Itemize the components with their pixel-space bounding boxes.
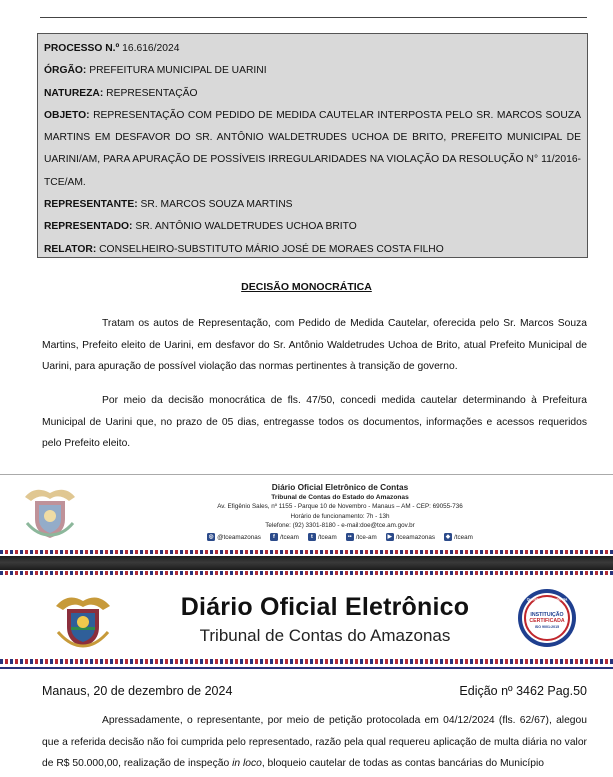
location-date: Manaus, 20 de dezembro de 2024 (42, 684, 233, 698)
representado-row (44, 216, 581, 238)
case-info-box (37, 33, 588, 258)
footer-rule (0, 474, 613, 475)
decorative-stripe-top (0, 550, 613, 554)
section-title: DECISÃO MONOCRÁTICA (241, 281, 372, 293)
slideshare-icon: ◆ (445, 534, 451, 541)
footer-address: Av. Efigênio Sales, nº 1155 - Parque 10 de Novembro - Manaus – AM - CEP: 69055-736 (217, 503, 463, 511)
paragraph-3 (42, 710, 587, 775)
facebook-icon: f (270, 533, 278, 541)
footer-phone: Telefone: (92) 3301-8180 - e-mail:doe@tce.am.gov.br (265, 522, 415, 530)
social-slideshare[interactable] (444, 533, 473, 542)
social-instagram[interactable] (207, 533, 261, 542)
newspaper-title: Diário Oficial Eletrônico (180, 593, 470, 621)
paragraph-1: Tratam os autos de Representação, com Pedido de Medida Cautelar, oferecida pelo Sr. Marcos Souza Martins, Prefeito eleito de Uarini, em desfavor do Sr. Antônio Waldetrudes Uchoa de Brito, atual Prefeito Municipal de Uarini, para apuração de possível violação das normas pertinentes à transição de governo. (42, 318, 587, 372)
social-facebook-label: /tceam (279, 533, 299, 541)
social-twitter-label: /tceam (317, 533, 337, 541)
footer-title: Diário Oficial Eletrônico de Contas (271, 482, 409, 492)
processo-label: PROCESSO N.º (44, 43, 120, 54)
objeto-label: OBJETO: (44, 109, 90, 121)
natureza-label: NATUREZA: (44, 87, 104, 99)
seal-main-text-2: CERTIFICADA (529, 618, 565, 624)
social-flickr[interactable] (346, 533, 377, 542)
dark-band (0, 556, 613, 570)
flickr-icon: •• (346, 533, 354, 541)
blue-rule (0, 667, 613, 669)
footer-hours: Horário de funcionamento: 7h - 13h (290, 512, 390, 520)
social-links (150, 533, 530, 542)
natureza-row (44, 83, 581, 105)
top-rule (40, 17, 587, 18)
footer-subtitle: Tribunal de Contas do Estado do Amazonas (271, 494, 409, 501)
relator-label: RELATOR: (44, 243, 97, 255)
orgao-row (44, 60, 581, 82)
representante-value: SR. MARCOS SOUZA MARTINS (140, 199, 293, 211)
representado-value: SR. ANTÔNIO WALDETRUDES UCHOA BRITO (135, 221, 357, 233)
orgao-value: PREFEITURA MUNICIPAL DE UARINI (89, 65, 267, 77)
decorative-stripe-middle (0, 571, 613, 575)
instagram-icon: ◎ (208, 534, 214, 541)
seal-top-text: Qualidade & Excelência (526, 597, 568, 602)
paragraph-2: Por meio da decisão monocrática de fls. 47/50, concedi medida cautelar determinando à Prefeitura Municipal de Uarini que, no prazo de 05 dias, entregasse todos os documentos, informações e acessos requeridos pelo Prefeito eleito. (42, 395, 587, 449)
relator-row (44, 239, 581, 261)
paragraph-3-start: Apressadamente, o representante, por meio de petição protocolada em 04/12/2024 (fls. 62/67), alegou que a referida decisão não foi cumprida pelo representado, razão pela qual requereu aplicação de multa diária no valor de R$ 50.000,00, realização de inspeção (42, 715, 587, 769)
edition-page: Edição nº 3462 Pag.50 (459, 684, 587, 698)
newspaper-subtitle: Tribunal de Contas do Amazonas (199, 626, 451, 645)
social-facebook[interactable] (270, 533, 299, 542)
representante-label: REPRESENTANTE: (44, 199, 138, 211)
orgao-label: ÓRGÃO: (44, 65, 87, 77)
social-twitter[interactable] (308, 533, 337, 542)
social-youtube[interactable] (386, 533, 435, 542)
seal-iso-text: ISO 9001:2015 (534, 625, 560, 629)
representado-label: REPRESENTADO: (44, 221, 133, 233)
social-instagram-label: @tceamazonas (217, 533, 261, 541)
certification-seal-icon (517, 588, 577, 648)
objeto-row (44, 105, 581, 194)
social-slideshare-label: /tceam (453, 533, 473, 541)
relator-value: CONSELHEIRO-SUBSTITUTO MÁRIO JOSÉ DE MORAES COSTA FILHO (99, 243, 444, 255)
decorative-stripe-bottom (0, 659, 613, 664)
footer-contact (150, 481, 530, 542)
coat-of-arms-icon (17, 483, 83, 541)
processo-value: 16.616/2024 (122, 43, 180, 54)
social-youtube-label: /tceamazonas (395, 533, 435, 541)
natureza-value: REPRESENTAÇÃO (106, 87, 198, 99)
objeto-value: REPRESENTAÇÃO COM PEDIDO DE MEDIDA CAUTELAR INTERPOSTA PELO SR. MARCOS SOUZA MARTINS EM DESFAVOR DO SR. ANTÔNIO WALDETRUDES UCHOA DE BRITO, PREFEITO MUNICIPAL DE UARINI/AM, PARA APURAÇÃO DE POSSÍVEIS IRREGULARIDADES NA VIOLAÇÃO DA RESOLUÇÃO N° 11/2016-TCE/AM. (44, 109, 581, 188)
seal-main-text: INSTITUIÇÃO (530, 612, 564, 618)
paragraph-3-italic: in loco (232, 758, 262, 769)
paragraph-3-end: , bloqueio cautelar de todas as contas bancárias do Município (261, 758, 545, 769)
coat-of-arms-icon (50, 590, 116, 650)
processo-row (44, 38, 581, 60)
social-flickr-label: /tce-am (355, 533, 377, 541)
twitter-icon: t (308, 533, 316, 541)
youtube-icon: ▶ (387, 534, 392, 541)
representante-row (44, 194, 581, 216)
